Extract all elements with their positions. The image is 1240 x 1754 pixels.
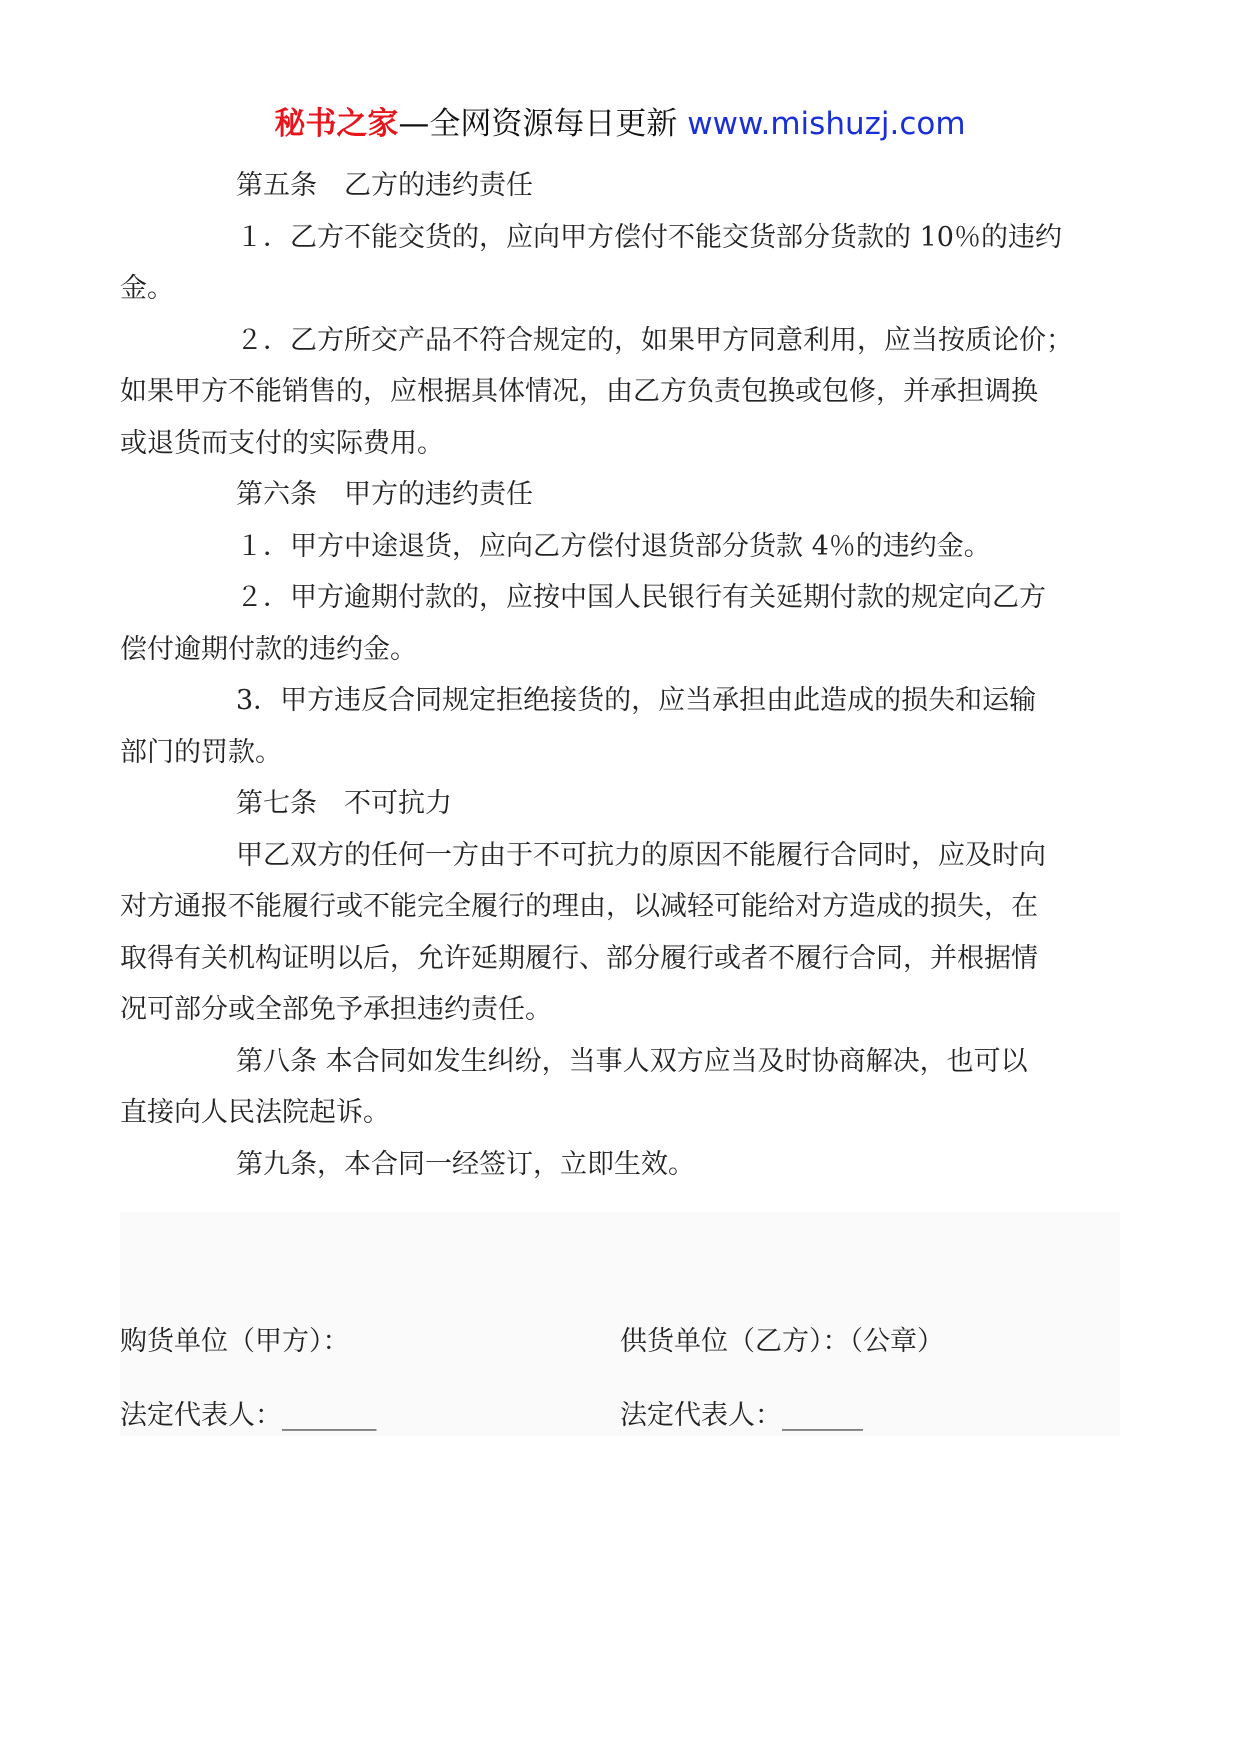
- banner-slogan: —全网资源每日更新: [398, 106, 688, 142]
- article-5-item-2-cont-1: 如果甲方不能销售的，应根据具体情况，由乙方负责包换或包修，并承担调换: [120, 376, 1038, 407]
- article-7-text: 甲乙双方的任何一方由于不可抗力的原因不能履行合同时，应及时向: [236, 839, 1046, 871]
- article-6-heading: 第六条 甲方的违约责任: [236, 479, 533, 510]
- contract-body: [120, 160, 1120, 1190]
- banner-url[interactable]: www.mishuzj.com: [687, 106, 966, 142]
- buyer-unit-label: 购货单位（甲方）：: [120, 1326, 350, 1357]
- article-8-text: 第八条 本合同如发生纠纷，当事人双方应当及时协商解决，也可以: [236, 1045, 1028, 1077]
- article-6-item-3: 3．甲方违反合同规定拒绝接货的，应当承担由此造成的损失和运输: [236, 685, 1037, 716]
- buyer-representative-line: 法定代表人：_______: [120, 1400, 377, 1431]
- article-5-item-2-cont-2: 或退货而支付的实际费用。: [120, 427, 444, 459]
- article-7-text-cont-2: 取得有关机构证明以后，允许延期履行、部分履行或者不履行合同，并根据情: [120, 942, 1038, 974]
- article-5-item-2: ２．乙方所交产品不符合规定的，如果甲方同意利用，应当按质论价；: [236, 324, 1073, 356]
- seller-unit-label: 供货单位（乙方）：（公章）: [620, 1326, 944, 1357]
- banner-brand: 秘书之家: [274, 106, 399, 142]
- article-6-item-2: ２．甲方逾期付款的，应按中国人民银行有关延期付款的规定向乙方: [236, 582, 1046, 613]
- article-6-item-3-cont: 部门的罚款。: [120, 736, 282, 768]
- article-6-item-2-cont: 偿付逾期付款的违约金。: [120, 633, 417, 665]
- article-7-text-cont-1: 对方通报不能履行或不能完全履行的理由，以减轻可能给对方造成的损失，在: [120, 891, 1038, 922]
- site-banner: [0, 100, 1240, 148]
- article-7-heading: 第七条 不可抗力: [236, 788, 452, 819]
- seller-representative-line: 法定代表人：______: [620, 1400, 863, 1431]
- article-5-item-1: １．乙方不能交货的，应向甲方偿付不能交货部分货款的 10％的违约: [236, 221, 1062, 253]
- article-5-heading: 第五条 乙方的违约责任: [236, 170, 533, 201]
- article-6-item-1: １．甲方中途退货，应向乙方偿付退货部分货款 4％的违约金。: [236, 530, 991, 562]
- article-8-text-cont: 直接向人民法院起诉。: [120, 1097, 390, 1128]
- article-9-text: 第九条，本合同一经签订，立即生效。: [236, 1148, 695, 1180]
- article-7-text-cont-3: 况可部分或全部免予承担违约责任。: [120, 994, 552, 1025]
- article-5-item-1-cont: 金。: [120, 273, 174, 304]
- signature-section: [120, 1212, 1120, 1436]
